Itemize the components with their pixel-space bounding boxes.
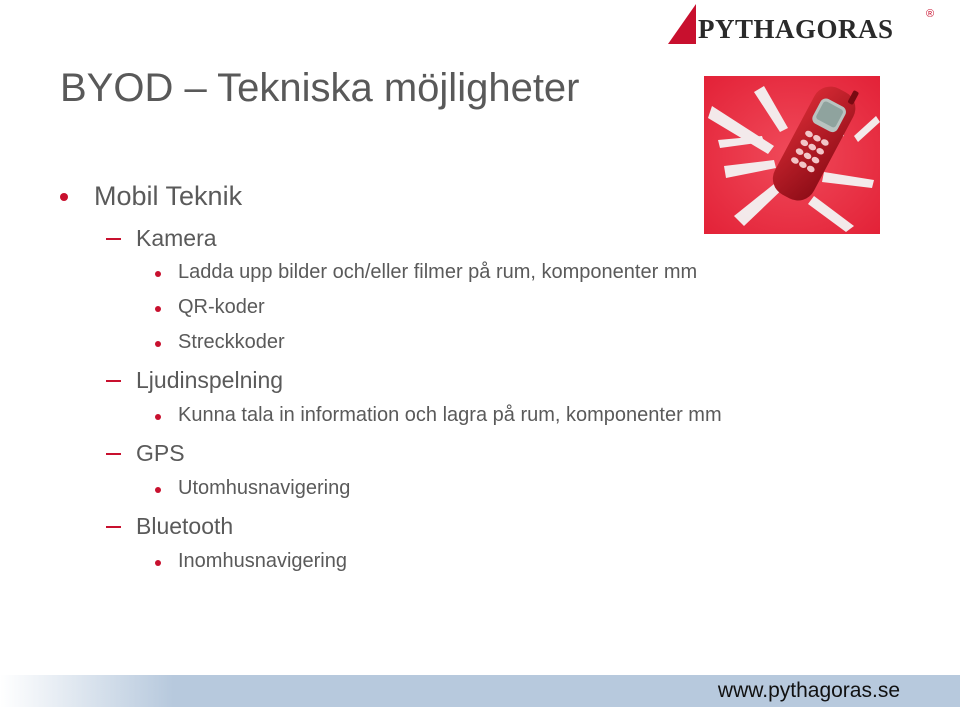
- bullet-dot-icon: [155, 487, 161, 493]
- phone-knife-photo: [704, 76, 880, 234]
- bullet-dot-icon: [60, 193, 68, 201]
- bullet-dot-icon: [155, 341, 161, 347]
- logo-text: PYTHAGORAS: [698, 14, 894, 44]
- logo-triangle-icon: [668, 4, 698, 48]
- footer-url: www.pythagoras.se: [717, 679, 900, 702]
- bullet-dash-icon: [106, 453, 121, 455]
- bullet-dash-icon: [106, 380, 121, 382]
- bullet-dash-icon: [106, 526, 121, 528]
- slide-title: BYOD – Tekniska möjligheter: [60, 66, 580, 110]
- bullet-dot-icon: [155, 560, 161, 566]
- logo-registered-mark: ®: [926, 8, 935, 20]
- bullet-dot-icon: [155, 414, 161, 420]
- bullet-dash-icon: [106, 238, 121, 240]
- pythagoras-logo: [668, 4, 938, 48]
- bullet-dot-icon: [155, 271, 161, 277]
- bullet-dot-icon: [155, 306, 161, 312]
